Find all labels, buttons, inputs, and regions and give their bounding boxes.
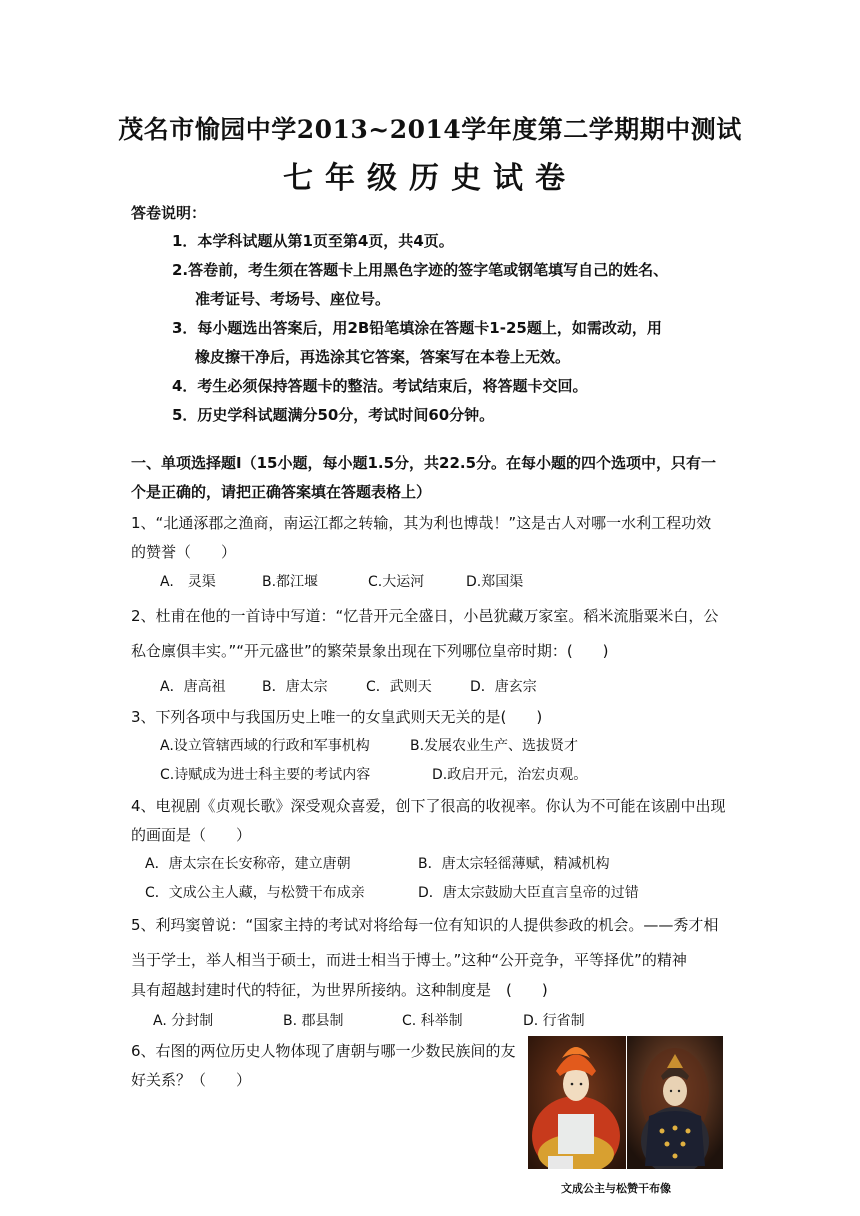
q4-option-d: D．唐太宗鼓励大臣直言皇帝的过错 xyxy=(418,885,639,901)
q1-option-a: A. 灵渠 xyxy=(160,574,216,590)
instruction-item: 2.答卷前，考生须在答题卡上用黑色字迹的签字笔或钢笔填写自己的姓名、 xyxy=(172,261,669,279)
instruction-item: 准考证号、考场号、座位号。 xyxy=(195,290,391,308)
portrait-songtsen-gampo xyxy=(627,1036,723,1169)
q3-option-b: B.发展农业生产、选拔贤才 xyxy=(410,738,579,754)
question-1-cont: 的赞誉（ ） xyxy=(131,543,237,561)
portrait-princess-wencheng xyxy=(528,1036,626,1169)
q4-option-c: C．文成公主人藏，与松赞干布成亲 xyxy=(145,885,365,901)
question-2-cont: 私仓廪俱丰实。”“开元盛世”的繁荣景象出现在下列哪位皇帝时期：( ) xyxy=(131,642,609,660)
question-6-cont: 好关系？（ ） xyxy=(131,1071,252,1089)
q4-option-a: A．唐太宗在长安称帝，建立唐朝 xyxy=(145,856,351,872)
q2-option-c: C．武则天 xyxy=(366,679,432,695)
portrait-caption: 文成公主与松赞干布像 xyxy=(561,1182,671,1195)
q3-option-d: D.政启开元，治宏贞观。 xyxy=(432,767,588,783)
instruction-item: 1．本学科试题从第1页至第4页，共4页。 xyxy=(172,232,454,250)
instruction-item: 4．考生必须保持答题卡的整洁。考试结束后，将答题卡交回。 xyxy=(172,377,588,395)
q2-option-d: D．唐玄宗 xyxy=(470,679,537,695)
question-5: 5、利玛窦曾说：“国家主持的考试对将给每一位有知识的人提供参政的机会。——秀才相 xyxy=(131,916,719,934)
q4-option-b: B．唐太宗轻徭薄赋，精减机构 xyxy=(418,856,610,872)
q3-option-c: C.诗赋成为进士科主要的考试内容 xyxy=(160,767,371,783)
instruction-item: 3．每小题选出答案后，用2B铅笔填涂在答题卡1-25题上，如需改动，用 xyxy=(172,319,662,337)
q5-option-b: B. 郡县制 xyxy=(283,1013,344,1029)
q1-option-c: C.大运河 xyxy=(368,574,425,590)
q1-option-b: B.都江堰 xyxy=(262,574,319,590)
question-5-cont: 当于学士，举人相当于硕士，而进士相当于博士。”这种“公开竞争，平等择优”的精神 xyxy=(131,951,687,969)
paper-title: 七年级历史试卷 xyxy=(283,161,577,196)
section-heading-cont: 个是正确的，请把正确答案填在答题表格上） xyxy=(131,483,432,501)
instruction-item: 5．历史学科试题满分50分，考试时间60分钟。 xyxy=(172,406,495,424)
q2-option-a: A．唐高祖 xyxy=(160,679,226,695)
q5-option-a: A. 分封制 xyxy=(153,1013,214,1029)
section-heading: 一、单项选择题Ⅰ（15小题，每小题1.5分，共22.5分。在每小题的四个选项中，只有一 xyxy=(131,454,717,472)
question-4: 4、电视剧《贞观长歌》深受观众喜爱，创下了很高的收视率。你认为不可能在该剧中出现 xyxy=(131,797,726,815)
question-2: 2、杜甫在他的一首诗中写道：“忆昔开元全盛日，小邑犹藏万家室。稻米流脂粟米白，公 xyxy=(131,607,719,625)
q1-option-d: D.郑国渠 xyxy=(466,574,524,590)
question-1: 1、“北通涿郡之渔商，南运江都之转输，其为利也博哉！”这是古人对哪一水利工程功效 xyxy=(131,514,712,532)
instruction-item: 橡皮擦干净后，再选涂其它答案，答案写在本卷上无效。 xyxy=(195,348,571,366)
question-4-cont: 的画面是（ ） xyxy=(131,826,252,844)
instructions-heading: 答卷说明： xyxy=(131,204,207,222)
question-5-cont2: 具有超越封建时代的特征，为世界所接纳。这种制度是 ( ) xyxy=(131,981,548,999)
q5-option-c: C. 科举制 xyxy=(402,1013,463,1029)
q2-option-b: B．唐太宗 xyxy=(262,679,328,695)
q5-option-d: D. 行省制 xyxy=(523,1013,585,1029)
question-6: 6、右图的两位历史人物体现了唐朝与哪一少数民族间的友 xyxy=(131,1042,516,1060)
q3-option-a: A.设立管辖西域的行政和军事机构 xyxy=(160,738,370,754)
question-3: 3、下列各项中与我国历史上唯一的女皇武则天无关的是( ) xyxy=(131,708,543,726)
school-title: 茂名市愉园中学2013~2014学年度第二学期期中测试 xyxy=(118,115,742,144)
